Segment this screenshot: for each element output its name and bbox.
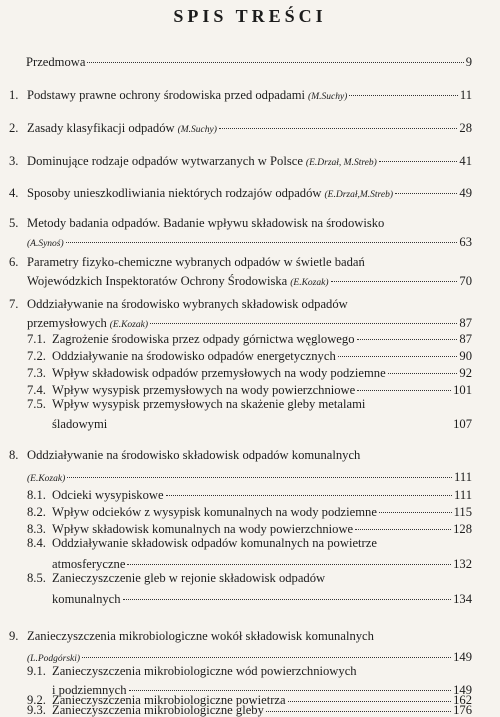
toc-entry-text-continued: śladowymi	[52, 417, 108, 431]
toc-page-number: 107	[453, 417, 472, 431]
dot-leader	[123, 585, 452, 600]
toc-entry-number: 8.2.	[27, 505, 46, 519]
toc-entry-text: Oddziaływanie na środowisko składowisk odpadów komunalnych	[27, 448, 361, 462]
toc-page-number: 111	[454, 488, 472, 502]
toc-page-number: 128	[453, 522, 472, 536]
toc-page-number: 101	[453, 383, 472, 397]
dot-leader	[331, 267, 458, 282]
dot-leader	[87, 48, 463, 63]
toc-entry-preface[interactable]	[26, 51, 472, 70]
dot-leader	[388, 359, 458, 374]
toc-entry-8-4[interactable]	[27, 535, 472, 572]
toc-page-number: 176	[453, 703, 472, 717]
toc-entry-5[interactable]	[9, 215, 472, 252]
toc-entry-number: 7.2.	[27, 349, 46, 363]
toc-entry-text: Oddziaływanie składowisk odpadów komunalnych na powietrze	[52, 536, 377, 550]
dot-leader	[379, 498, 452, 513]
toc-entry-text: Wpływ wysypisk przemysłowych na wody powierzchniowe	[52, 383, 356, 397]
toc-page-number: 149	[453, 650, 472, 664]
toc-entry-number: 7.3.	[27, 366, 46, 380]
dot-leader	[357, 325, 458, 340]
toc-entry-text-continued: przemysłowych	[27, 316, 107, 330]
dot-leader	[82, 643, 451, 658]
toc-page-number: 11	[459, 88, 472, 102]
dot-leader	[127, 550, 451, 565]
toc-entry-text-continued: atmosferyczne	[52, 557, 126, 571]
toc-entry-2[interactable]	[9, 117, 472, 138]
toc-entry-text: Zanieczyszczenia mikrobiologiczne powietrza	[52, 693, 286, 707]
toc-entry-text: Wpływ składowisk komunalnych na wody powierzchniowe	[52, 522, 354, 536]
toc-page-number: 115	[453, 505, 472, 519]
toc-entry-7-5[interactable]	[27, 396, 472, 432]
toc-entry-number: 9.1.	[27, 664, 46, 678]
toc-entry-text: Zanieczyszczenia mikrobiologiczne wokół składowisk komunalnych	[27, 629, 374, 643]
toc-entry-text: Oddziaływanie na środowisko wybranych składowisk odpadów	[27, 297, 348, 311]
toc-entry-number: 7.5.	[27, 397, 46, 411]
dot-leader	[395, 179, 457, 194]
toc-entry-text: Dominujące rodzaje odpadów wytwarzanych w Polsce	[27, 154, 303, 168]
toc-entry-author: (E.Drzał,M.Streb)	[324, 190, 394, 200]
toc-entry-number: 8.	[9, 448, 19, 462]
toc-entry-text: Zanieczyszczenia mikrobiologiczne gleby	[52, 703, 264, 717]
toc-page-number: 87	[459, 332, 472, 346]
toc-page-number: 134	[453, 592, 472, 606]
toc-entry-text: Wpływ składowisk odpadów przemysłowych na wody podziemne	[52, 366, 386, 380]
dot-leader	[166, 481, 452, 496]
toc-entry-1[interactable]	[9, 84, 472, 105]
toc-entry-text: Zanieczyszczenia mikrobiologiczne wód powierzchniowych	[52, 664, 357, 678]
toc-entry-number: 7.	[9, 297, 19, 311]
toc-entry-number: 9.3.	[27, 703, 46, 717]
toc-entry-number: 3.	[9, 154, 19, 168]
dot-leader	[129, 676, 452, 691]
toc-entry-number: 8.3.	[27, 522, 46, 536]
toc-entry-author: (E.Kozak)	[290, 278, 329, 288]
toc-entry-author: (A.Synoś)	[27, 239, 64, 249]
toc-entry-9[interactable]	[9, 628, 472, 667]
toc-entry-text: Wpływ odcieków z wysypisk komunalnych na wody podziemne	[52, 505, 377, 519]
toc-entry-number: 7.1.	[27, 332, 46, 346]
toc-entry-text: Oddziaływanie na środowisko odpadów energetycznych	[52, 349, 336, 363]
toc-entry-number: 1.	[9, 88, 19, 102]
toc-entry-3[interactable]	[9, 150, 472, 171]
dot-leader	[349, 81, 458, 96]
toc-entry-number: 8.1.	[27, 488, 46, 502]
toc-entry-author: (E.Kozak)	[109, 320, 149, 330]
dot-leader	[288, 693, 452, 702]
dot-leader	[355, 515, 451, 530]
toc-page-number: 92	[459, 366, 472, 380]
dot-leader	[357, 376, 451, 391]
toc-entry-text: Metody badania odpadów. Badanie wpływu składowisk na środowisko	[27, 216, 385, 230]
toc-page-number: 87	[459, 316, 472, 330]
toc-page-number: 49	[459, 186, 472, 200]
toc-page-number: 111	[454, 470, 472, 484]
dot-leader	[338, 342, 458, 357]
toc-entry-text: Podstawy prawne ochrony środowiska przed odpadami	[27, 88, 306, 102]
toc-page-number: 90	[459, 349, 472, 363]
toc-entry-text: Sposoby unieszkodliwiania niektórych rodzajów odpadów	[27, 186, 322, 200]
toc-entry-6[interactable]	[9, 254, 472, 291]
toc-entry-9-3[interactable]	[27, 705, 472, 715]
toc-entry-author: (E.Drzał, M.Streb)	[305, 158, 377, 168]
toc-page-number: 63	[459, 235, 472, 249]
toc-entry-number: 4.	[9, 186, 19, 200]
toc-entry-number: 6.	[9, 255, 19, 269]
dot-leader	[379, 147, 458, 162]
dot-leader	[66, 228, 458, 243]
dot-leader	[150, 309, 457, 324]
dot-leader	[67, 463, 452, 478]
toc-entry-text: Zanieczyszczenie gleb w rejonie składowisk odpadów	[52, 571, 326, 585]
toc-entry-text: Odcieki wysypiskowe	[52, 488, 164, 502]
toc-page-number: 132	[453, 557, 472, 571]
toc-entry-text-continued: i podziemnych	[52, 683, 127, 697]
toc-entry-number: 8.4.	[27, 536, 46, 550]
toc-entry-number: 8.5.	[27, 571, 46, 585]
toc-page-number: 162	[453, 693, 472, 707]
toc-entry-text: Parametry fizyko-chemiczne wybranych odpadów w świetle badań	[27, 255, 365, 269]
toc-entry-number: 7.4.	[27, 383, 46, 397]
toc-entry-number: 5.	[9, 216, 19, 230]
dot-leader	[266, 703, 451, 712]
toc-entry-text: Zagrożenie środowiska przez odpady górnictwa węglowego	[52, 332, 355, 346]
toc-page-number: 149	[453, 683, 472, 697]
toc-entry-text: Zasady klasyfikacji odpadów	[27, 121, 175, 135]
toc-entry-text: Przedmowa	[26, 55, 86, 69]
toc-entry-text-continued: Wojewódzkich Inspektoratów Ochrony Środowiska	[27, 274, 288, 288]
toc-page-number: 9	[465, 55, 472, 69]
toc-entry-text: Wpływ wysypisk przemysłowych na skażenie gleby metalami	[52, 397, 366, 411]
toc-page-number: 41	[459, 154, 472, 168]
toc-entry-text-continued: komunalnych	[52, 592, 121, 606]
page-title: SPIS TREŚCI	[173, 6, 327, 26]
toc-entry-number: 9.2.	[27, 693, 46, 707]
toc-entry-author: (E.Kozak)	[27, 474, 66, 484]
toc-entry-author: (M.Suchy)	[177, 125, 217, 135]
toc-entry-4[interactable]	[9, 182, 472, 203]
toc-entry-number: 9.	[9, 629, 19, 643]
toc-entry-author: (M.Suchy)	[308, 92, 348, 102]
toc-entry-number: 2.	[9, 121, 19, 135]
toc-entry-author: (L.Podgórski)	[27, 654, 81, 664]
toc-page-number: 28	[459, 121, 472, 135]
toc-entry-8-5[interactable]	[27, 570, 472, 607]
dot-leader	[219, 114, 458, 129]
toc-page-number: 70	[459, 274, 472, 288]
